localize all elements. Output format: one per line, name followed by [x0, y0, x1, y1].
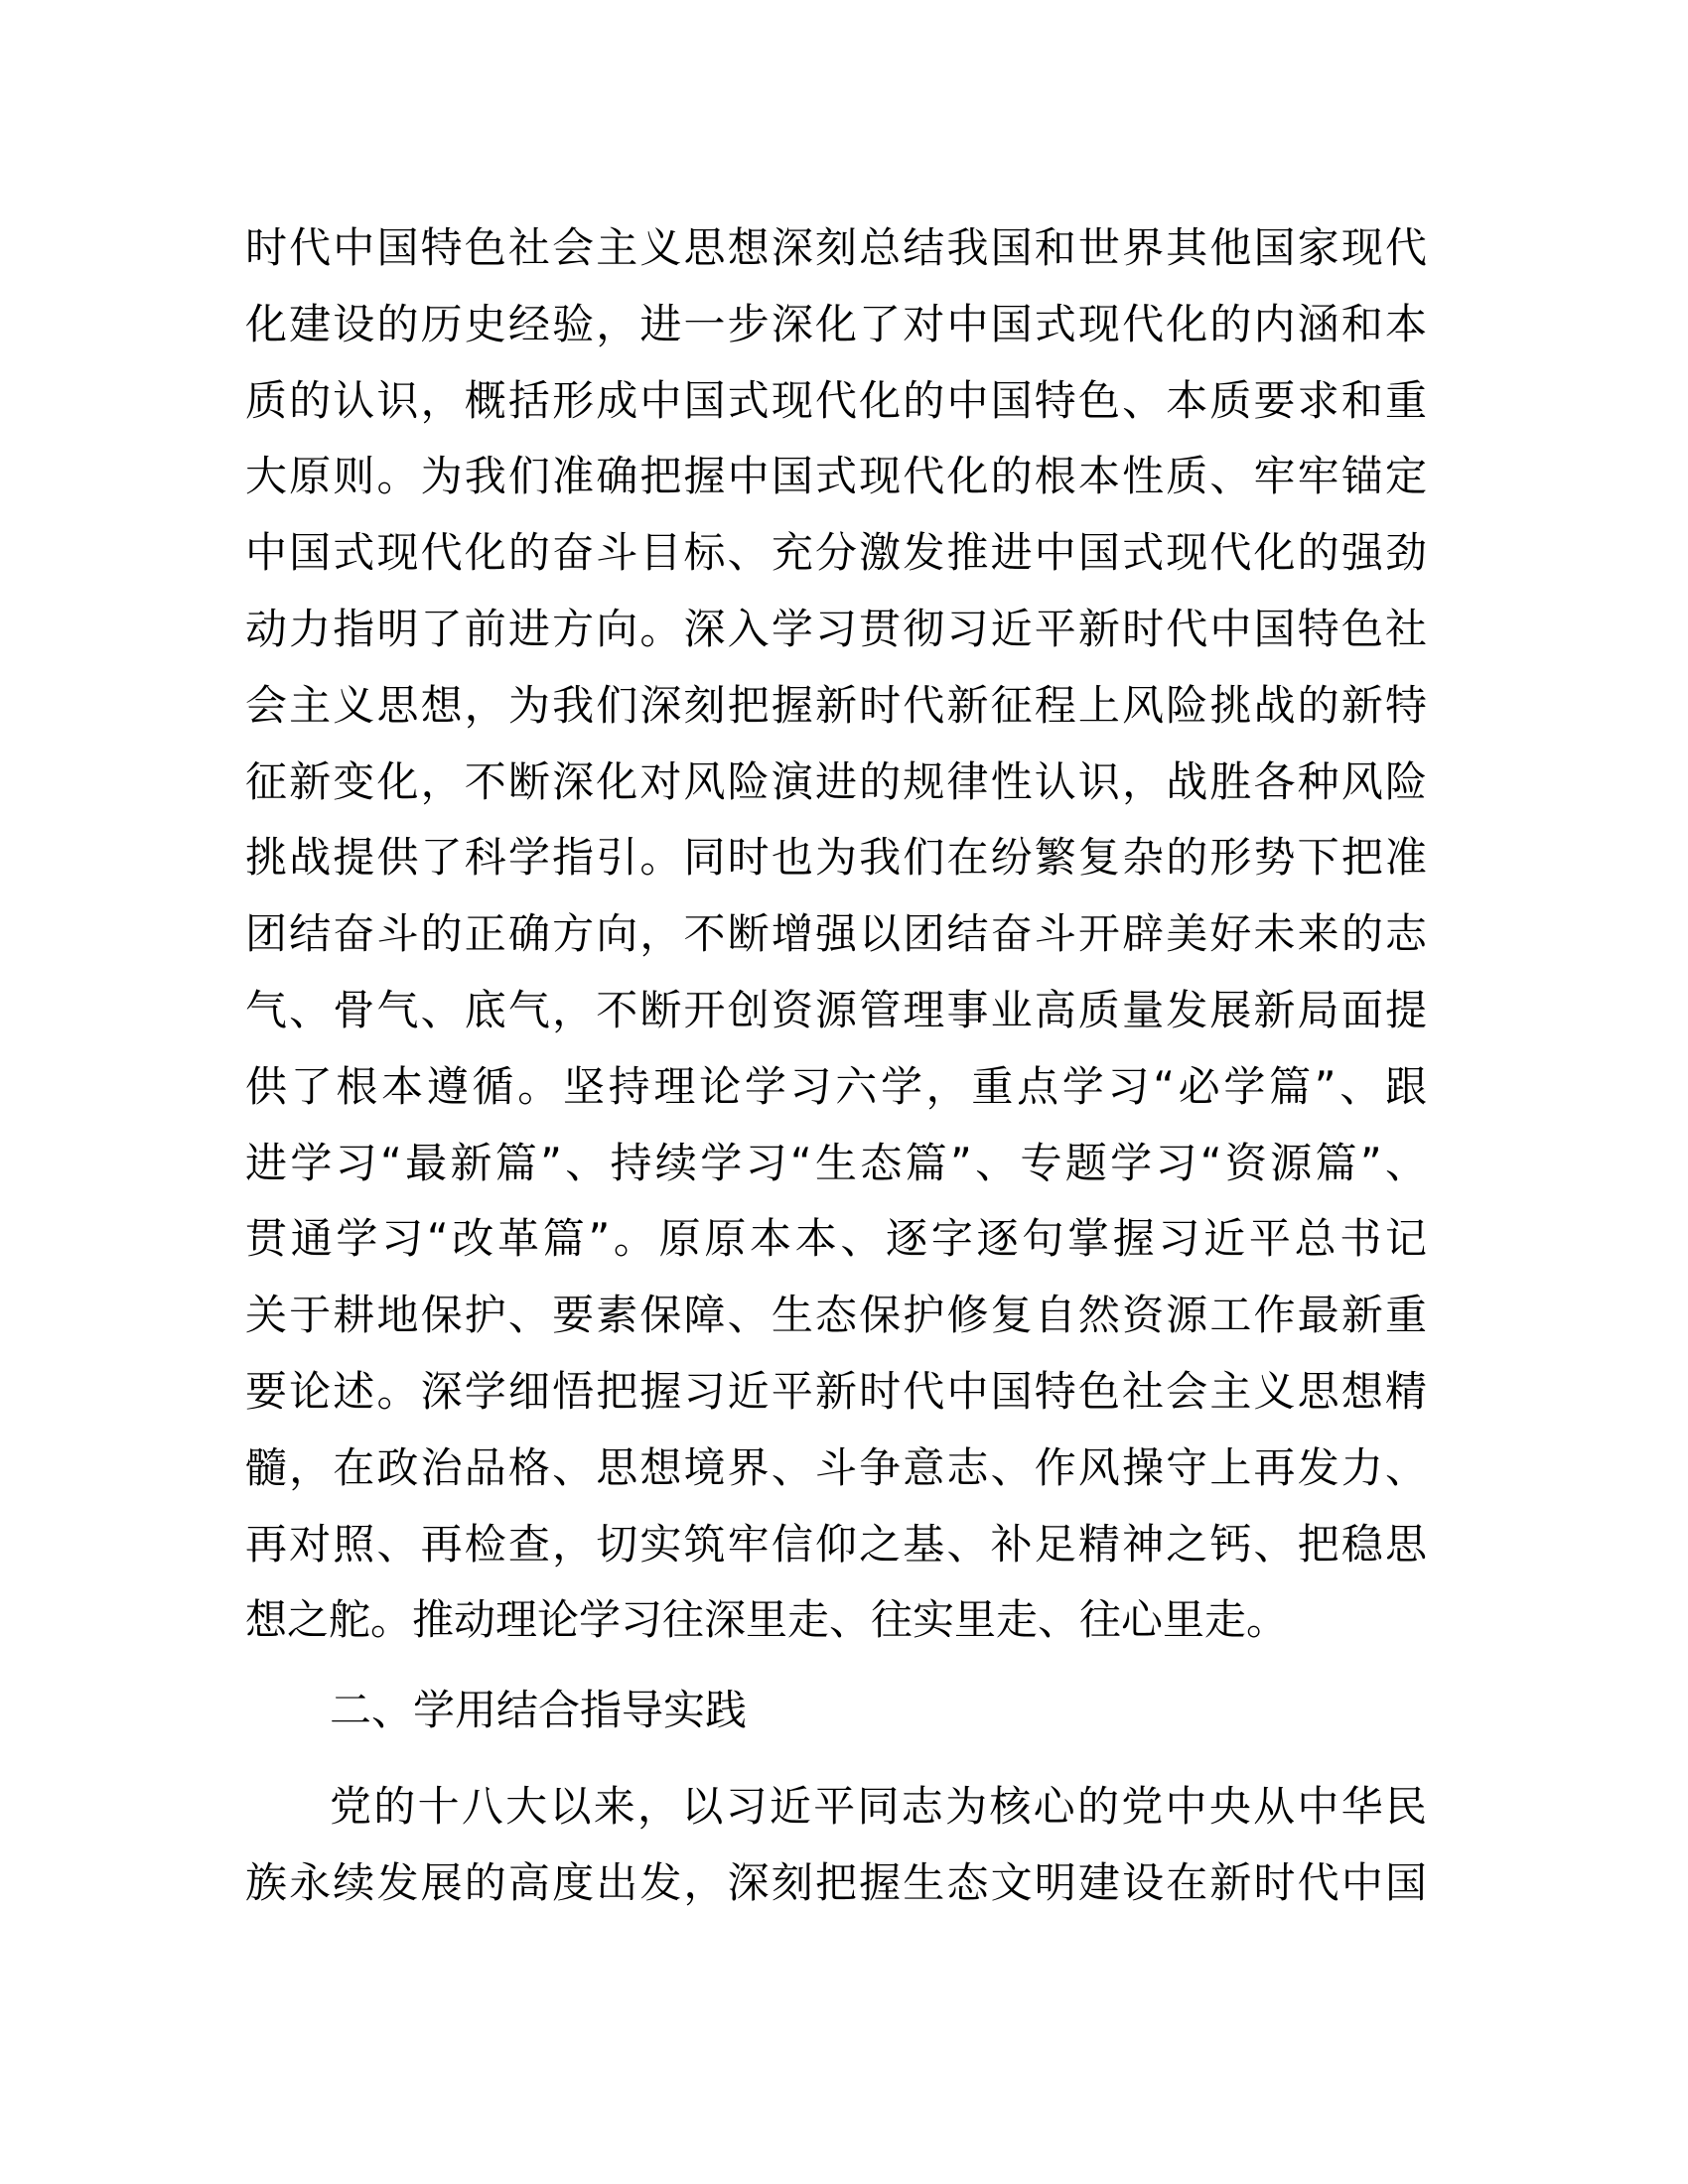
text-line: 时代中国特色社会主义思想深刻总结我国和世界其他国家现代	[245, 223, 1427, 272]
text-line: 髓，在政治品格、思想境界、斗争意志、作风操守上再发力、	[245, 1442, 1427, 1492]
text-line: 化建设的历史经验，进一步深化了对中国式现代化的内涵和本	[245, 299, 1427, 348]
paragraph-2	[245, 1769, 1427, 1922]
text-line: 征新变化，不断深化对风险演进的规律性认识，战胜各种风险	[245, 756, 1427, 806]
text-line: 气、骨气、底气，不断开创资源管理事业高质量发展新局面提	[245, 985, 1427, 1034]
text-line: 想之舵。推动理论学习往深里走、往实里走、往心里走。	[245, 1595, 1289, 1645]
text-line: 进学习“最新篇”、持续学习“生态篇”、专题学习“资源篇”、	[245, 1138, 1427, 1187]
text-line: 贯通学习“改革篇”。原原本本、逐字逐句掌握习近平总书记	[245, 1214, 1427, 1264]
text-line: 供了根本遵循。坚持理论学习六学，重点学习“必学篇”、跟	[245, 1061, 1427, 1111]
text-line: 要论述。深学细悟把握习近平新时代中国特色社会主义思想精	[245, 1366, 1427, 1416]
text-line: 关于耕地保护、要素保障、生态保护修复自然资源工作最新重	[245, 1291, 1427, 1340]
text-line: 挑战提供了科学指引。同时也为我们在纷繁复杂的形势下把准	[245, 833, 1427, 883]
text-line: 再对照、再检查，切实筑牢信仰之基、补足精神之钙、把稳思	[245, 1519, 1427, 1569]
text-line: 中国式现代化的奋斗目标、充分激发推进中国式现代化的强劲	[245, 528, 1427, 578]
section-heading: 二、学用结合指导实践	[330, 1686, 748, 1735]
text-line: 质的认识，概括形成中国式现代化的中国特色、本质要求和重	[245, 375, 1427, 425]
paragraph-1	[245, 210, 1427, 1659]
text-line: 族永续发展的高度出发，深刻把握生态文明建设在新时代中国	[245, 1857, 1427, 1907]
text-line: 团结奋斗的正确方向，不断增强以团结奋斗开辟美好未来的志	[245, 909, 1427, 959]
text-line: 党的十八大以来，以习近平同志为核心的党中央从中华民	[330, 1781, 1427, 1831]
text-line: 动力指明了前进方向。深入学习贯彻习近平新时代中国特色社	[245, 604, 1427, 653]
document-page	[245, 210, 1427, 1922]
text-line: 会主义思想，为我们深刻把握新时代新征程上风险挑战的新特	[245, 680, 1427, 730]
text-line: 大原则。为我们准确把握中国式现代化的根本性质、牢牢锚定	[245, 452, 1427, 501]
